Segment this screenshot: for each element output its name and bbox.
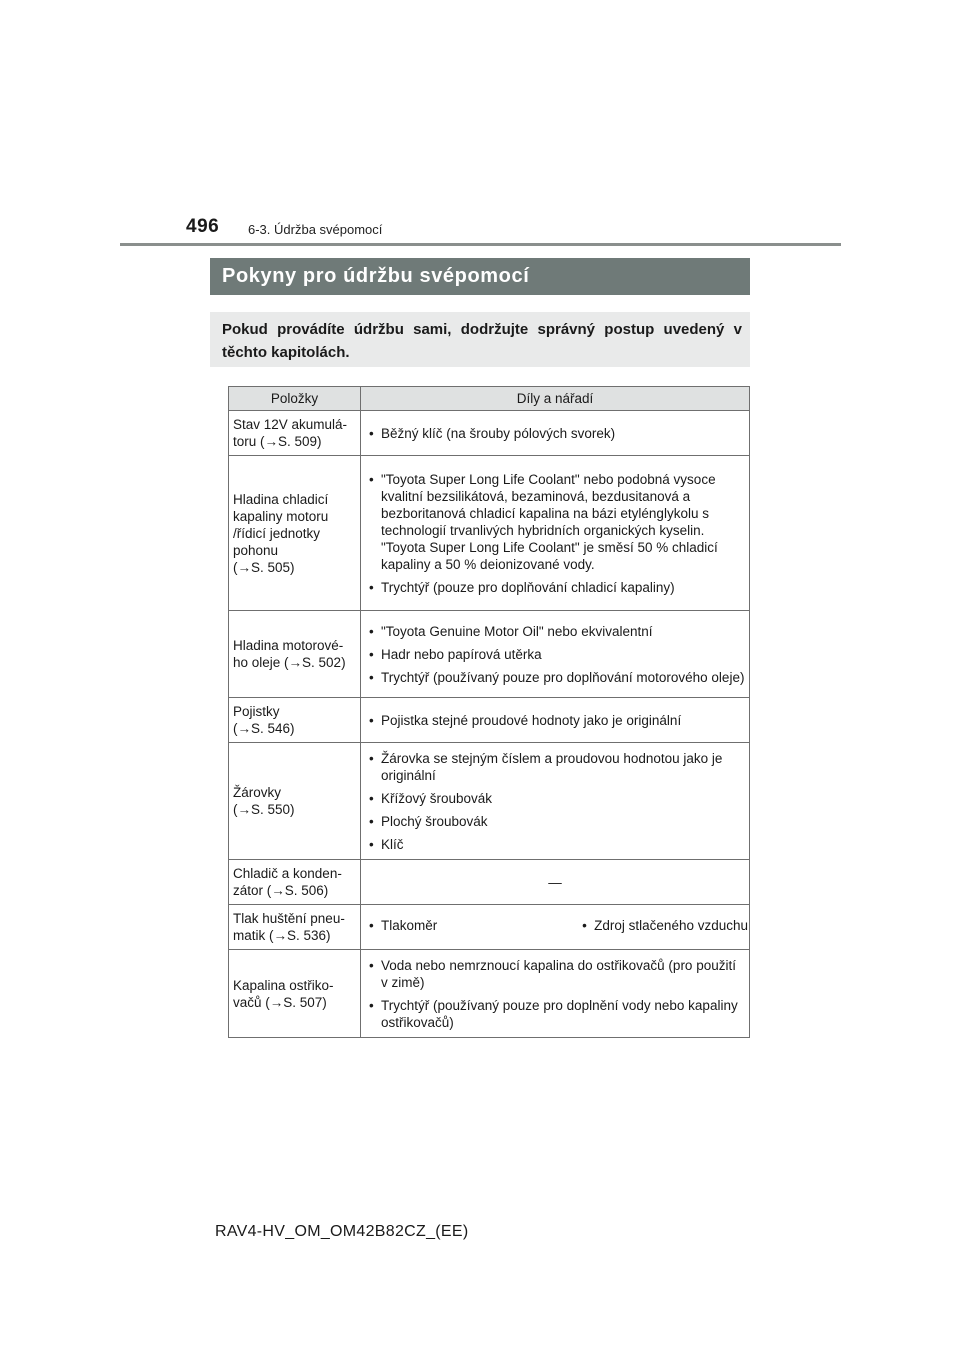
list-item-note: "Toyota Super Long Life Coolant" je směsí 50 % chladicí kapaliny a 50 % deionizované vody.	[381, 540, 718, 572]
page-title: Pokyny pro údržbu svépomocí	[210, 258, 750, 295]
item-cell	[229, 698, 361, 743]
table-row	[229, 698, 750, 743]
parts-cell-empty: —	[361, 860, 750, 905]
list-item: • Voda nebo nemrznoucí kapalina do ostřikovačů (pro použití v zimě)	[365, 957, 745, 991]
parts-list	[365, 425, 745, 442]
maintenance-table	[228, 386, 750, 1038]
list-item	[365, 471, 745, 573]
list-item: • Trychtýř (pouze pro doplňování chladicí kapaliny)	[365, 579, 745, 596]
item-line: Stav 12V akumulá-	[233, 417, 348, 432]
intro-box: Pokud provádíte údržbu sami, dodržujte správný postup uvedený v těchto kapitolách.	[210, 312, 750, 367]
item-line: Žárovky	[233, 785, 282, 800]
list-item: • Žárovka se stejným číslem a proudovou hodnotou jako je originální	[365, 750, 745, 784]
parts-list	[365, 750, 745, 853]
list-item: • Běžný klíč (na šrouby pólových svorek)	[365, 425, 745, 442]
table-row	[229, 411, 750, 456]
table-row	[229, 743, 750, 860]
parts-list	[365, 915, 748, 940]
item-line: pohonu	[233, 542, 279, 558]
section-reference: 6-3. Údržba svépomocí	[248, 222, 383, 237]
list-item: • Trychtýř (používaný pouze pro doplnění vody nebo kapaliny ostřikovačů)	[365, 997, 745, 1031]
table-row	[229, 611, 750, 698]
page-number: 496	[186, 216, 220, 237]
parts-cell	[361, 698, 750, 743]
list-item-text: "Toyota Super Long Life Coolant" nebo podobná vysoce kvalitní bezsilikátová, bezaminová, bezdusitanová a bezboritanová chladicí kapalina na bázi etylénglykolu s technologií trvanlivých hybridních organických kyselin.	[381, 472, 716, 538]
list-item: • Zdroj stlačeného vzduchu	[578, 917, 748, 939]
item-line: Pojistky	[233, 704, 280, 719]
item-cell	[229, 905, 361, 950]
item-cell	[229, 950, 361, 1038]
item-cell	[229, 411, 361, 456]
item-cell	[229, 611, 361, 698]
item-line: Tlak huštění pneu-	[233, 911, 345, 926]
list-item: • Trychtýř (používaný pouze pro doplňování motorového oleje)	[365, 669, 745, 686]
list-item: • Křížový šroubovák	[365, 790, 745, 807]
item-line: vačů (→S. 507)	[233, 994, 327, 1010]
table-row	[229, 950, 750, 1038]
parts-cell	[361, 905, 750, 950]
item-cell	[229, 456, 361, 611]
list-item: • Plochý šroubovák	[365, 813, 745, 830]
item-line: kapaliny motoru	[233, 508, 329, 524]
parts-cell	[361, 411, 750, 456]
item-line: Kapalina ostřiko-	[233, 977, 334, 993]
item-line: /řídicí jednotky	[233, 525, 321, 541]
parts-cell	[361, 950, 750, 1038]
header-rule	[120, 243, 841, 246]
table-row	[229, 456, 750, 611]
item-cell	[229, 743, 361, 860]
item-cell	[229, 860, 361, 905]
parts-list	[365, 957, 745, 1031]
parts-cell	[361, 743, 750, 860]
table-header-row	[229, 387, 750, 411]
item-line: toru (→S. 509)	[233, 434, 322, 449]
column-header-parts: Díly a nářadí	[361, 387, 750, 411]
parts-list	[365, 471, 745, 596]
list-item: • Hadr nebo papírová utěrka	[365, 646, 745, 663]
item-line: (→S. 546)	[233, 721, 295, 736]
item-line: Hladina chladicí	[233, 491, 329, 507]
parts-cell	[361, 611, 750, 698]
item-line: Hladina motorové-	[233, 638, 344, 653]
footer-document-code: RAV4-HV_OM_OM42B82CZ_(EE)	[215, 1223, 469, 1240]
column-header-items: Položky	[229, 387, 361, 411]
item-line: zátor (→S. 506)	[233, 883, 329, 898]
parts-list	[365, 712, 745, 729]
parts-cell	[361, 456, 750, 611]
item-line: (→S. 550)	[233, 802, 295, 817]
list-item: • "Toyota Genuine Motor Oil" nebo ekvivalentní	[365, 623, 745, 640]
item-line: (→S. 505)	[233, 559, 295, 575]
parts-list	[365, 623, 745, 686]
item-line: ho oleje (→S. 502)	[233, 655, 346, 670]
list-item: • Tlakoměr	[365, 917, 437, 934]
item-line: Chladič a konden-	[233, 866, 342, 881]
table-row	[229, 905, 750, 950]
list-item: • Klíč	[365, 836, 745, 853]
item-line: matik (→S. 536)	[233, 928, 331, 943]
list-item: • Pojistka stejné proudové hodnoty jako je originální	[365, 712, 745, 729]
table-row	[229, 860, 750, 905]
